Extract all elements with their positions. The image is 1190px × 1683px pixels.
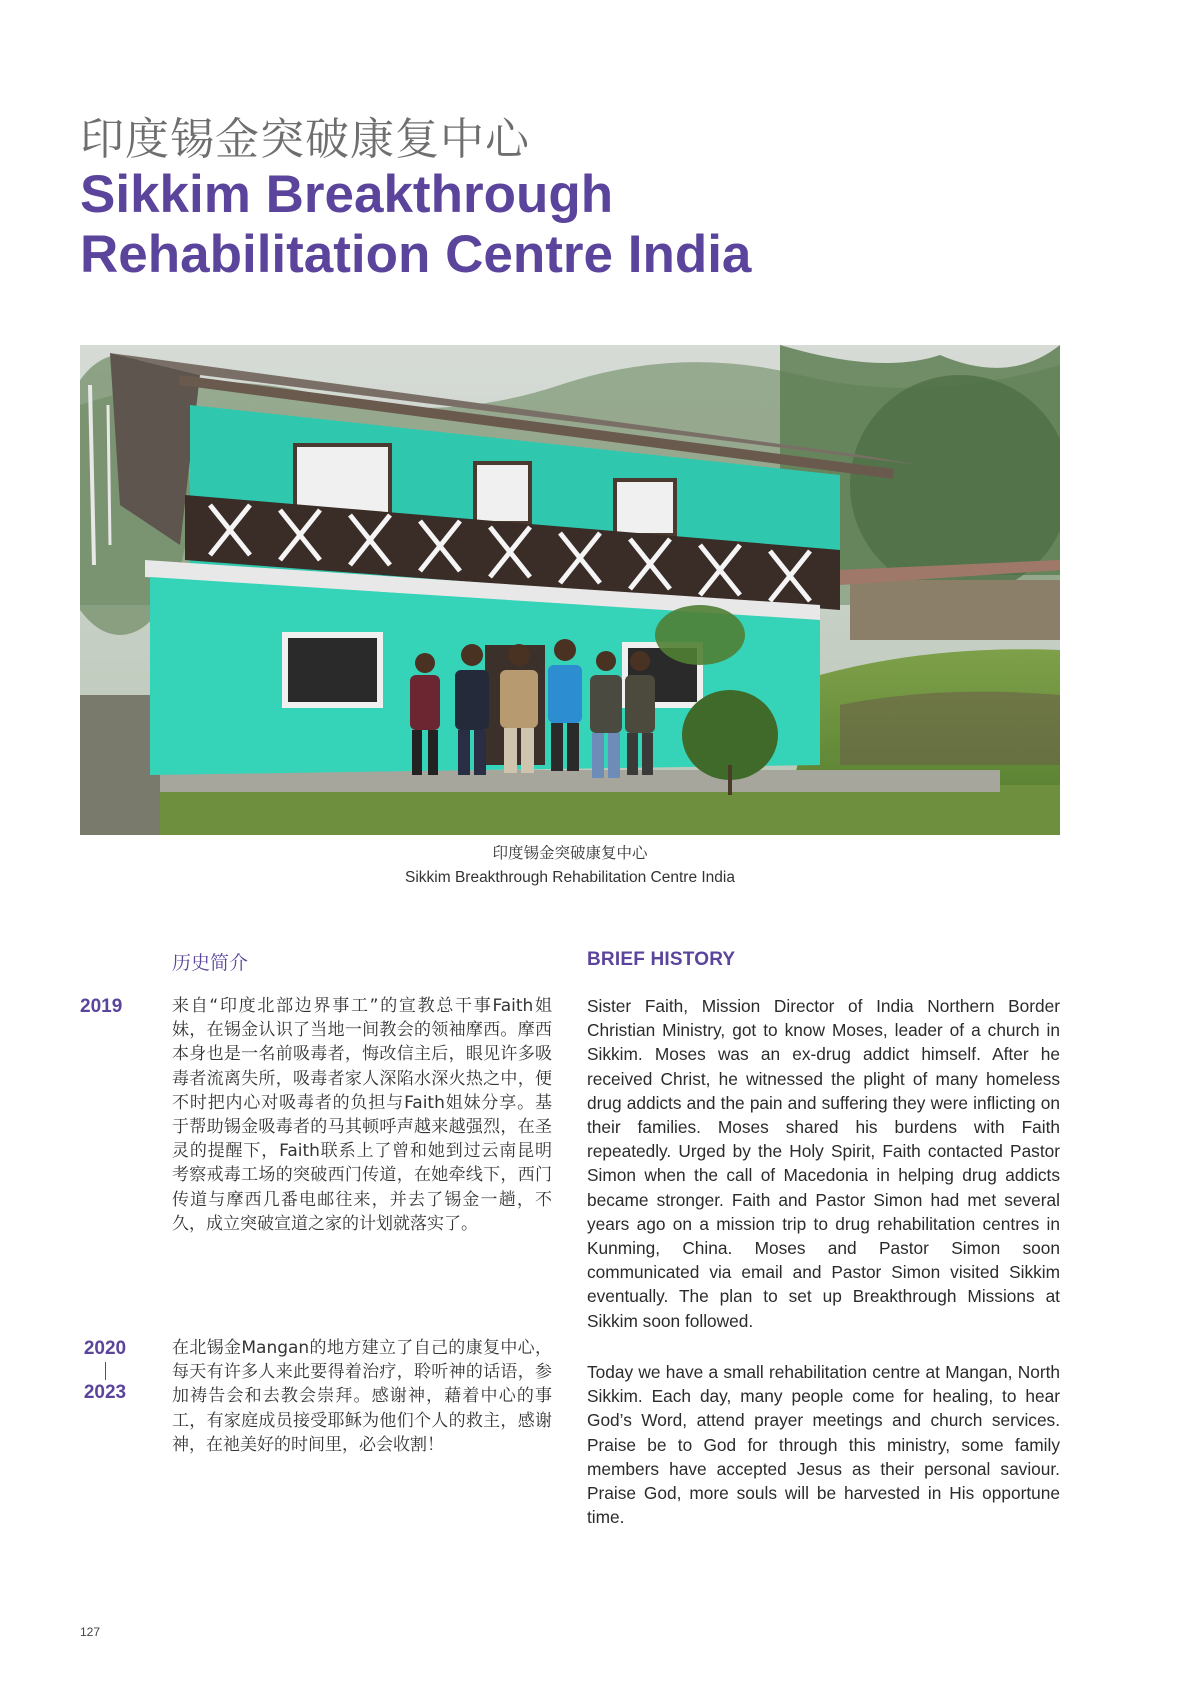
page-number: 127 xyxy=(80,1625,101,1639)
photo-caption-english: Sikkim Breakthrough Rehabilitation Centre India xyxy=(405,869,735,886)
year-range-divider xyxy=(105,1362,106,1380)
history-2019-chinese: 来自“印度北部边界事工”的宣教总干事Faith姐妹，在锡金认识了当地一间教会的领袖摩西。摩西本身也是一名前吸毒者，悔改信主后，眼见许多吸毒者流离失所，吸毒者家人深陷水深火热之中，便不时把内心对吸毒者的负担与Faith姐妹分享。基于帮助锡金吸毒者的马其顿呼声越来越强烈，在圣灵的提醒下，Faith联系上了曾和她到过云南昆明考察戒毒工场的突破西门传道，在她牵线下，西门传道与摩西几番电邮往来，并去了锡金一趟，不久，成立突破宣道之家的计划就落实了。 xyxy=(172,996,552,1234)
year-end: 2023 xyxy=(83,1382,127,1403)
photo-building xyxy=(80,345,1060,835)
history-2020-2023-english: Today we have a small rehabilitation centre at Mangan, North Sikkim. Each day, many people come for healing, to hear God’s Word, attend prayer meetings and church services. Praise be to God for through this ministry, some family members have accepted Jesus as their personal saviour. Praise God, more souls will be harvested in His opportune time. xyxy=(587,1362,1060,1528)
rehabilitation-centre-photo xyxy=(80,345,1060,835)
year-range-2020-2023 xyxy=(80,1338,130,1404)
page-title-english-line1: Sikkim Breakthrough xyxy=(80,165,614,224)
year-start: 2020 xyxy=(83,1338,127,1359)
page-title-english xyxy=(80,165,751,285)
history-heading-chinese: 历史简介 xyxy=(172,952,249,974)
history-heading-english: BRIEF HISTORY xyxy=(587,949,736,970)
photo-caption-chinese: 印度锡金突破康复中心 xyxy=(492,845,648,862)
history-2020-2023-chinese: 在北锡金Mangan的地方建立了自己的康复中心，每天有许多人来此要得着治疗，聆听神的话语，参加祷告会和去教会崇拜。感谢神，藉着中心的事工，有家庭成员接受耶稣为他们个人的救主，感谢神，在祂美好的时间里，必会收割！ xyxy=(172,1338,552,1455)
photo-caption xyxy=(80,842,1060,890)
year-label-2019: 2019 xyxy=(80,996,123,1017)
page-title-english-line2: Rehabilitation Centre India xyxy=(80,225,752,284)
history-2019-english: Sister Faith, Mission Director of India Northern Border Christian Ministry, got to know Moses, leader of a church in Sikkim. Moses was an ex-drug addict himself. After he received Christ, he witnessed the plight of many homeless drug addicts and the pain and suffering they were inflicting on their families. Moses shared his burdens with Faith repeatedly. Urged by the Holy Spirit, Faith contacted Pastor Simon when the call of Macedonia in helping drug addicts became stronger. Faith and Pastor Simon had met several years ago on a mission trip to drug rehabilitation centres in Kunming, China. Moses and Pastor Simon soon communicated via email and Pastor Simon visited Sikkim eventually. The plan to set up Breakthrough Missions at Sikkim soon followed. xyxy=(587,996,1060,1331)
page-title-chinese: 印度锡金突破康复中心 xyxy=(80,114,530,165)
